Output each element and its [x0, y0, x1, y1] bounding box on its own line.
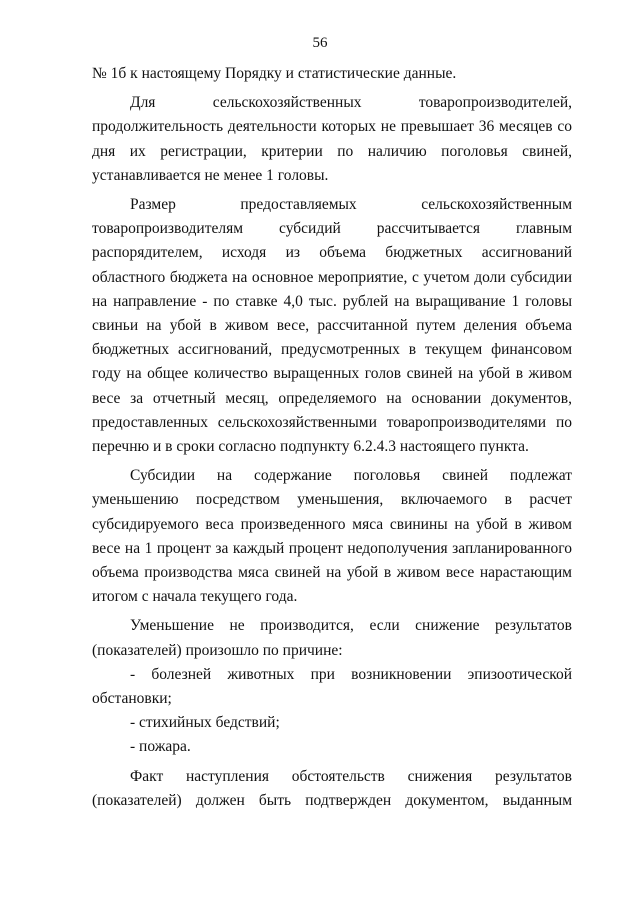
paragraph-new-producers: Для сельскохозяйственных товаропроизводителей, продолжительность деятельности которых не превышает 36 месяцев со дня их регистрации, критерии по наличию поголовья свиней, устанавливается не менее 1 головы. — [92, 94, 572, 184]
list-item-animal-diseases: - болезней животных при возникновении эпизоотической обстановки; — [92, 665, 572, 708]
document-body — [92, 62, 572, 818]
list-item-natural-disasters: - стихийных бедствий; — [130, 714, 280, 732]
paragraph-fact-confirmation: Факт наступления обстоятельств снижения результатов (показателей) должен быть подтвержден документом, выданным — [92, 767, 572, 809]
list-item-fire: - пожара. — [130, 738, 191, 756]
paragraph-subsidy-reduction: Субсидии на содержание поголовья свиней подлежат уменьшению посредством уменьшения, включаемого в расчет субсидируемого веса произведенного мяса свинины на убой в живом весе на 1 процент за каждый процент недополучения запланированного объема производства мяса свиней на убой в живом весе нарастающим итогом с начала текущего года. — [92, 467, 572, 606]
paragraph-reduction-exceptions: Уменьшение не производится, если снижение результатов (показателей) произошло по причине: — [92, 617, 572, 659]
paragraph-continuation: № 1б к настоящему Порядку и статистические данные. — [92, 65, 457, 82]
page-number: 56 — [312, 35, 328, 51]
paragraph-subsidy-size: Размер предоставляемых сельскохозяйственным товаропроизводителям субсидий рассчитывается главным распорядителем, исходя из объема бюджетных ассигнований областного бюджета на основное мероприятие, с учетом доли субсидии на направление - по ставке 4,0 тыс. рублей на выращивание 1 головы свиньи на убой в живом весе, рассчитанной путем деления объема бюджетных ассигнований, предусмотренных в текущем финансовом году на общее количество выращенных голов свиней на убой в живом весе за отчетный месяц, определяемого на основании документов, предоставленных сельскохозяйственными товаропроизводителями по перечню и в сроки согласно подпункту 6.2.4.3 настоящего пункта. — [92, 196, 572, 456]
